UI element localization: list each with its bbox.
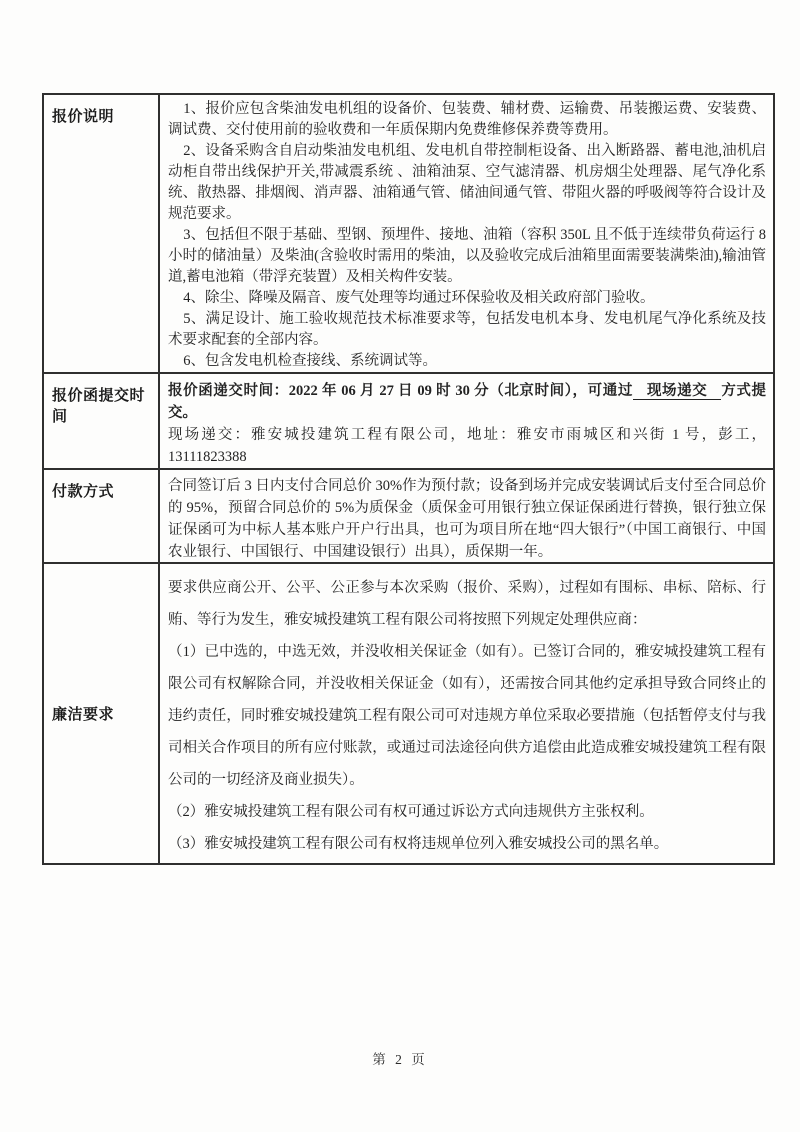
- quotation-note-item-1: 1、报价应包含柴油发电机组的设备价、包装费、辅材费、运输费、吊装搬运费、安装费、调试费、交付使用前的验收费和一年质保期内免费维修保养费等费用。: [168, 101, 766, 138]
- row-label-payment-method: 付款方式: [44, 470, 160, 562]
- integrity-paragraph-intro: 要求供应商公开、公平、公正参与本次采购（报价、采购），过程如有围标、串标、陪标、行贿、等行为发生，雅安城投建筑工程有限公司将按照下列规定处理供应商：: [168, 580, 766, 628]
- integrity-requirements-content: [160, 564, 773, 863]
- integrity-paragraph-1: （1）已中选的，中选无效，并没收相关保证金（如有）。已签订合同的，雅安城投建筑工程有限公司有权解除合同，并没收相关保证金（如有），还需按合同其他约定承担导致合同终止的违约责任，同时雅安城投建筑工程有限公司可对违规方单位采取必要措施（包括暂停支付与我司相关合作项目的所有应付账款，或通过司法途径向供方追偿由此造成雅安城投建筑工程有限公司的一切经济及商业损失）。: [168, 644, 766, 788]
- quotation-info-table: [42, 93, 775, 865]
- payment-method-content: [160, 470, 773, 562]
- quotation-note-item-5: 5、满足设计、施工验收规范技术标准要求等，包括发电机本身、发电机尾气净化系统及技术要求配套的全部内容。: [168, 311, 766, 348]
- page-number: 第 2 页: [372, 1052, 428, 1067]
- row-label-integrity-requirements: 廉洁要求: [44, 564, 160, 863]
- quotation-note-item-6: 6、包含发电机检查接线、系统调试等。: [183, 353, 437, 369]
- table-row-submission-time: [44, 372, 773, 468]
- submission-address-line: 现场递交：雅安城投建筑工程有限公司，地址：雅安市雨城区和兴街 1 号，彭工，13111823388: [168, 427, 766, 465]
- quotation-note-item-3: 3、包括但不限于基础、型钢、预埋件、接地、油箱（容积 350L 且不低于连续带负荷运行 8 小时的储油量）及柴油(含验收时需用的柴油，以及验收完成后油箱里面需要装满柴油),输油管道,蓄电池箱（带浮充装置）及相关构件安装。: [168, 227, 766, 285]
- table-row-integrity-requirements: [44, 562, 773, 863]
- quotation-note-item-4: 4、除尘、降噪及隔音、废气处理等均通过环保验收及相关政府部门验收。: [183, 290, 655, 306]
- payment-method-text: 合同签订后 3 日内支付合同总价 30%作为预付款；设备到场并完成安装调试后支付至合同总价的 95%，预留合同总价的 5%为质保金（质保金可用银行独立保证保函进行替换，银行独立保证保函可为中标人基本账户开户行出具，也可为项目所在地“四大银行”（中国工商银行、中国农业银行、中国银行、中国建设银行）出具），质保期一年。: [168, 478, 766, 560]
- table-row-payment-method: [44, 468, 773, 562]
- row-label-submission-time: 报价函提交时间: [44, 374, 160, 468]
- integrity-paragraph-3: （3）雅安城投建筑工程有限公司有权将违规单位列入雅安城投公司的黑名单。: [168, 836, 669, 852]
- quotation-notes-content: [160, 95, 773, 372]
- submission-time-suffix: 方式提交。: [168, 383, 767, 421]
- submission-time-prefix: 报价函递交时间：2022 年 06 月 27 日 09 时 30 分（北京时间），可通过: [168, 383, 633, 399]
- submission-time-line1: [168, 380, 766, 424]
- table-row-quotation-notes: [44, 95, 773, 372]
- row-label-quotation-notes: 报价说明: [44, 95, 160, 372]
- integrity-paragraph-2: （2）雅安城投建筑工程有限公司有权可通过诉讼方式向违规供方主张权利。: [168, 804, 654, 820]
- submission-time-content: [160, 374, 773, 468]
- submission-method-underlined: 现场递交: [633, 383, 721, 400]
- quotation-note-item-2: 2、设备采购含自启动柴油发电机组、发电机自带控制柜设备、出入断路器、蓄电池,油机启动柜自带出线保护开关,带减震系统 、油箱油泵、空气滤清器、机房烟尘处理器、尾气净化系统、散热器、排烟阀、消声器、油箱通气管、储油间通气管、带阻火器的呼吸阀等符合设计及规范要求。: [168, 143, 766, 222]
